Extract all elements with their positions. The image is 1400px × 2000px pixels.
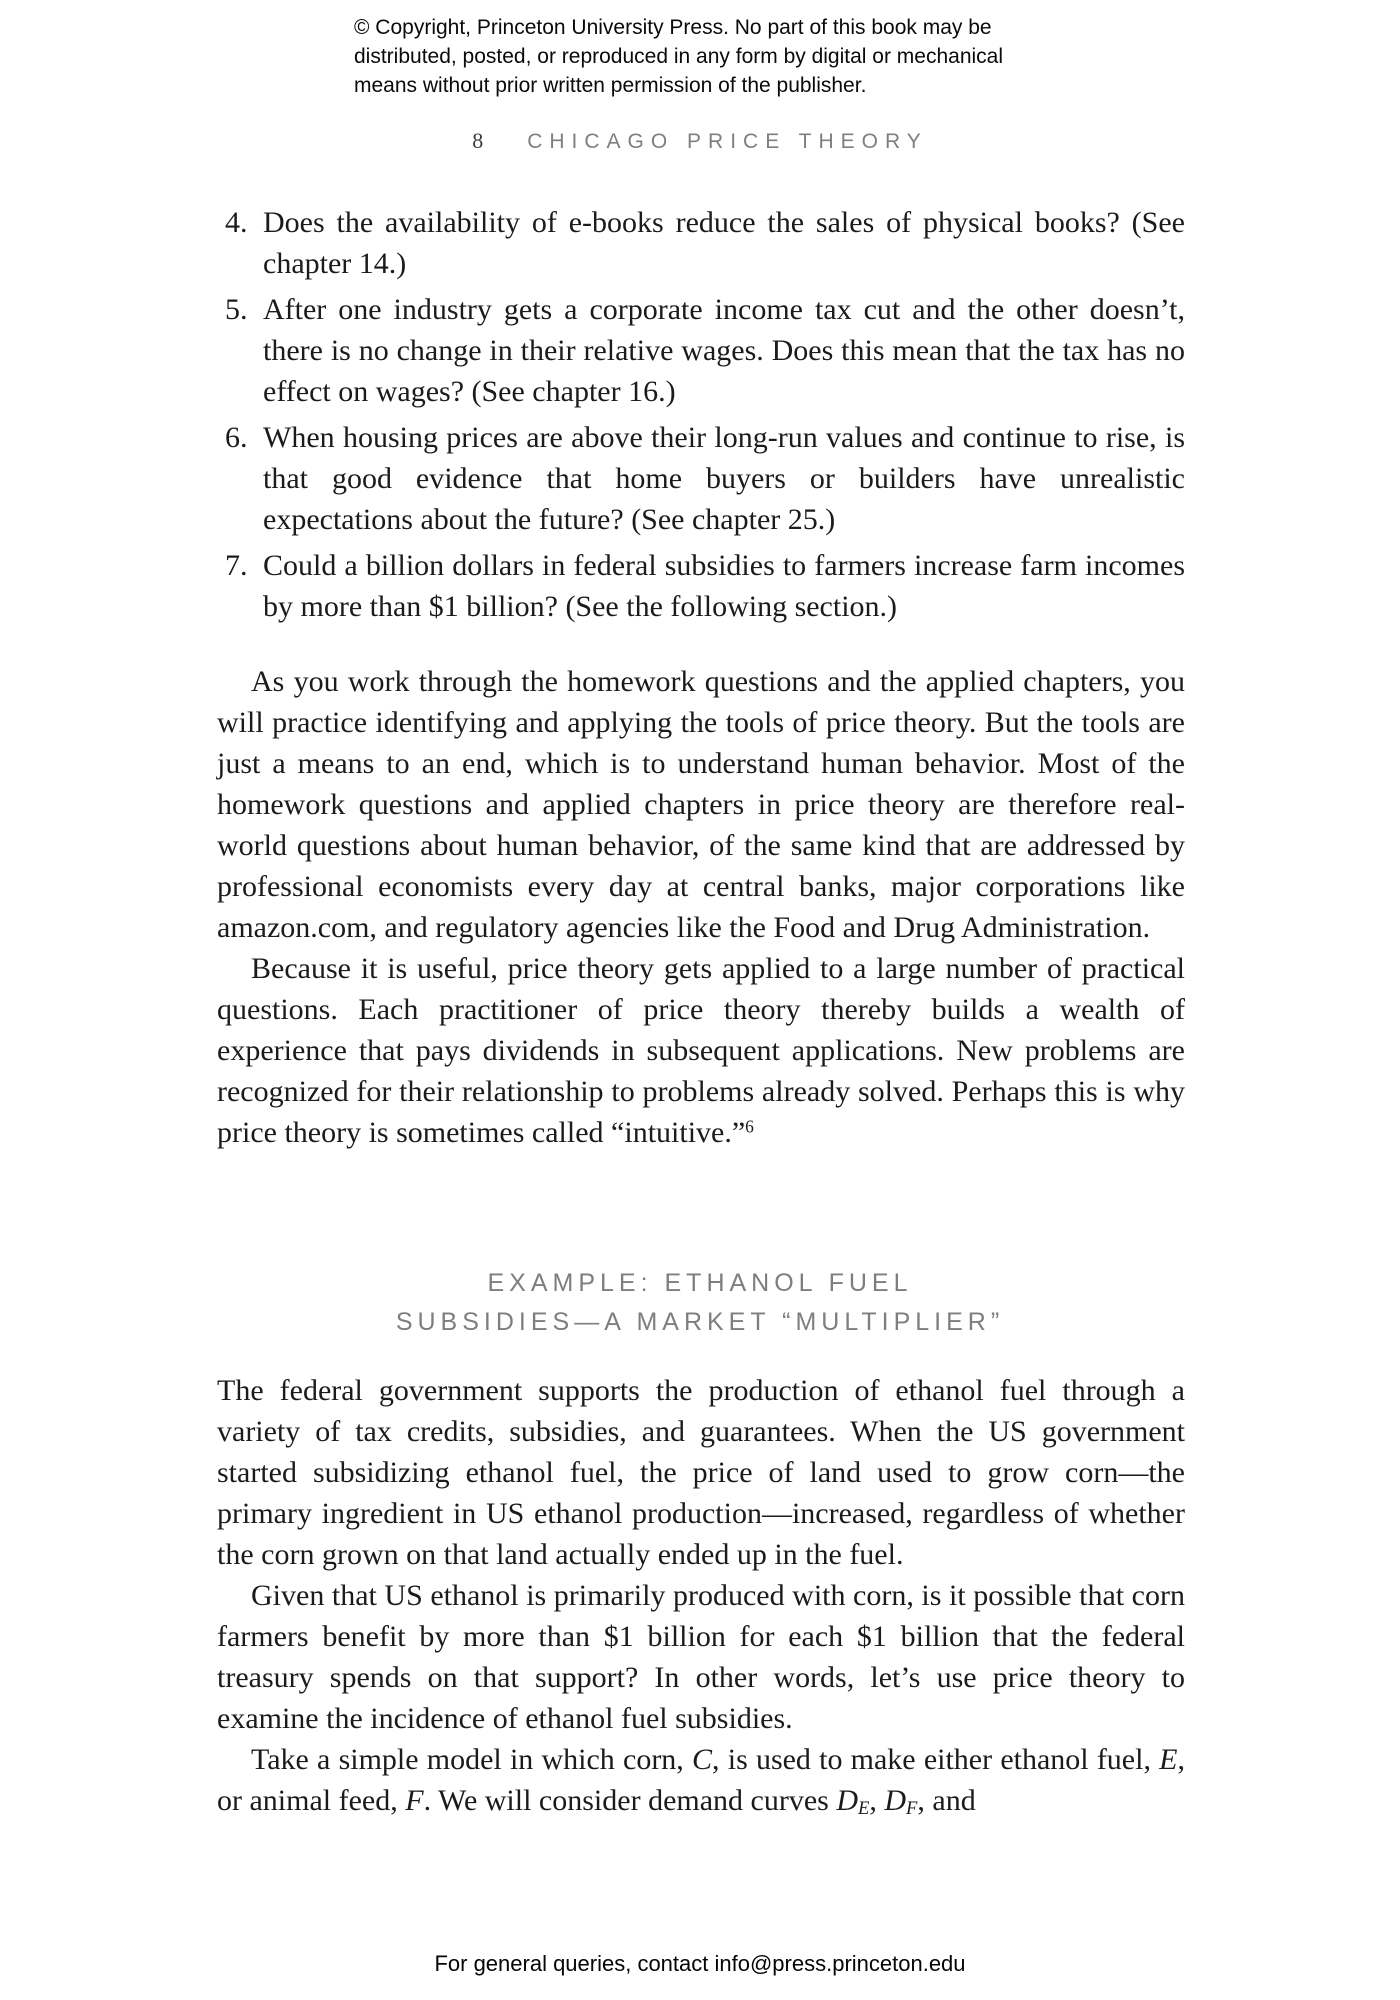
example-paragraph-3 xyxy=(217,1739,1185,1821)
text-run: . We will consider demand curves xyxy=(423,1784,837,1817)
section-heading xyxy=(0,1264,1400,1342)
question-text: Could a billion dollars in federal subsidies to farmers increase farm incomes by more than $1 billion? (See the following section.) xyxy=(263,549,1185,623)
copyright-line: distributed, posted, or reproduced in any form by digital or mechanical xyxy=(354,45,1004,68)
copyright-line: means without prior written permission of the publisher. xyxy=(354,74,867,97)
text-run: Take a simple model in which corn, xyxy=(251,1743,693,1776)
intro-paragraph-1: As you work through the homework questions and the applied chapters, you will practice identifying and applying the tools of price theory. But the tools are just a means to an end, which is to understand human behavior. Most of the homework questions and applied chapters in price theory are therefore real-world questions about human behavior, of the same kind that are addressed by professional economists every day at central banks, major corporations like amazon.com, and regulatory agencies like the Food and Drug Administration. xyxy=(217,665,1185,944)
question-number: 7. xyxy=(225,549,248,582)
text-run: , xyxy=(869,1784,885,1817)
question-number: 5. xyxy=(225,293,248,326)
paragraph-text: Because it is useful, price theory gets applied to a large number of practical questions. Each practitioner of price theory thereby builds a wealth of experience that pays dividends in subsequent applications. New problems are recognized for their relationship to problems already solved. Perhaps this is why price theory is sometimes called “intuitive.” xyxy=(217,952,1185,1149)
page-number: 8 xyxy=(472,128,484,153)
variable-demand-E-subscript: E xyxy=(858,1798,870,1820)
running-head xyxy=(0,128,1400,154)
section-heading-line-1: EXAMPLE: ETHANOL FUEL xyxy=(487,1269,913,1297)
question-number: 6. xyxy=(225,421,248,454)
question-list xyxy=(217,202,1185,632)
intro-paragraphs xyxy=(217,661,1185,1153)
text-run: , or animal feed, xyxy=(217,1743,1185,1817)
question-text: After one industry gets a corporate income tax cut and the other doesn’t, there is no change in their relative wages. Does this mean that the tax has no effect on wages? (See chapter 16.) xyxy=(263,293,1185,408)
example-paragraph-1: The federal government supports the production of ethanol fuel through a variety of tax credits, subsidies, and guarantees. When the US government started subsidizing ethanol fuel, the price of land used to grow corn—the primary ingredient in US ethanol production—increased, regardless of whether the corn grown on that land actually ended up in the fuel. xyxy=(217,1374,1185,1571)
example-paragraph-2: Given that US ethanol is primarily produced with corn, is it possible that corn farmers benefit by more than $1 billion for each $1 billion that the federal treasury spends on that support? In other words, let’s use price theory to examine the incidence of ethanol fuel subsidies. xyxy=(217,1579,1185,1735)
variable-feed: F xyxy=(405,1784,424,1817)
question-item-4 xyxy=(217,202,1185,284)
question-item-7 xyxy=(217,545,1185,627)
question-item-6 xyxy=(217,417,1185,540)
intro-paragraph-2 xyxy=(217,948,1185,1153)
copyright-notice xyxy=(354,13,1054,100)
question-text: When housing prices are above their long-run values and continue to rise, is that good evidence that home buyers or builders have unrealistic expectations about the future? (See chapter 25.) xyxy=(263,421,1185,536)
footnote-marker: 6 xyxy=(745,1116,754,1137)
question-text: Does the availability of e-books reduce the sales of physical books? (See chapter 14.) xyxy=(263,206,1185,280)
variable-demand-F: D xyxy=(884,1784,907,1817)
question-item-5 xyxy=(217,289,1185,412)
question-number: 4. xyxy=(225,206,248,239)
text-run: , and xyxy=(917,1784,976,1817)
variable-demand-F-subscript: F xyxy=(906,1798,918,1820)
section-heading-line-2: SUBSIDIES—A MARKET “MULTIPLIER” xyxy=(395,1308,1005,1336)
variable-corn: C xyxy=(692,1743,713,1776)
text-run: , is used to make either ethanol fuel, xyxy=(712,1743,1160,1776)
copyright-line: © Copyright, Princeton University Press. No part of this book may be xyxy=(354,16,992,39)
footer-contact: For general queries, contact info@press.princeton.edu xyxy=(434,1951,966,1976)
running-title: CHICAGO PRICE THEORY xyxy=(527,130,928,153)
variable-demand-E: D xyxy=(836,1784,858,1817)
variable-ethanol: E xyxy=(1159,1743,1178,1776)
example-paragraphs xyxy=(217,1370,1185,1821)
